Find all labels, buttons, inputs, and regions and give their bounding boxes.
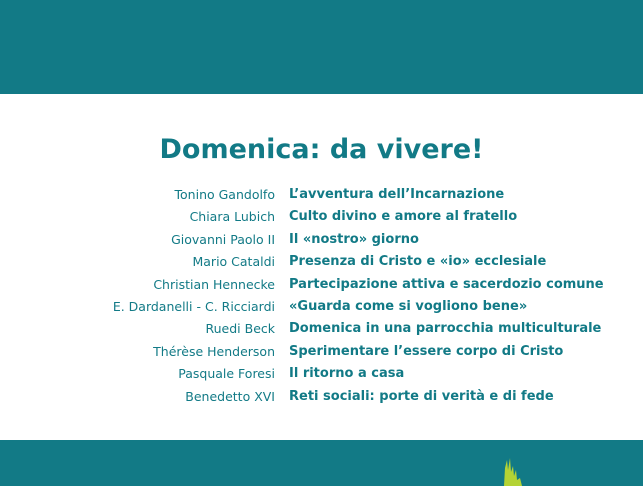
toc-row xyxy=(0,229,643,251)
toc-author: Giovanni Paolo II xyxy=(171,231,275,247)
toc-article-title: Presenza di Cristo e «io» ecclesiale xyxy=(289,254,547,270)
toc-article-title: Il ritorno a casa xyxy=(289,366,405,382)
toc-row xyxy=(0,363,643,385)
top-color-band xyxy=(0,0,643,94)
toc-author: Benedetto XVI xyxy=(185,388,275,404)
toc-row xyxy=(0,341,643,363)
toc-author: Mario Cataldi xyxy=(192,254,275,270)
bottom-color-band xyxy=(0,440,643,486)
toc-article-title: «Guarda come si vogliono bene» xyxy=(289,298,528,314)
toc-article-title: Sperimentare l’essere corpo di Cristo xyxy=(289,343,564,359)
toc-article-title: Il «nostro» giorno xyxy=(289,231,419,247)
publisher-logo-icon xyxy=(498,456,524,486)
toc-author: Ruedi Beck xyxy=(205,321,275,337)
toc-article-title: L’avventura dell’Incarnazione xyxy=(289,187,505,202)
toc-row xyxy=(0,296,643,318)
page-title: Domenica: da vivere! xyxy=(159,134,484,165)
toc-row xyxy=(0,386,643,408)
table-of-contents xyxy=(0,184,643,408)
toc-author: Christian Hennecke xyxy=(153,276,275,292)
toc-author: Thérèse Henderson xyxy=(153,343,275,359)
toc-row xyxy=(0,274,643,296)
toc-author: E. Dardanelli - C. Ricciardi xyxy=(112,298,275,314)
toc-author: Tonino Gandolfo xyxy=(174,187,275,202)
toc-article-title: Domenica in una parrocchia multiculturale xyxy=(289,321,602,337)
toc-article-title: Reti sociali: porte di verità e di fede xyxy=(289,388,554,404)
toc-article-title: Partecipazione attiva e sacerdozio comune xyxy=(289,276,604,292)
toc-author: Chiara Lubich xyxy=(189,209,275,225)
toc-row xyxy=(0,184,643,206)
toc-row xyxy=(0,251,643,273)
toc-row xyxy=(0,206,643,228)
toc-author: Pasquale Foresi xyxy=(178,366,275,382)
toc-article-title: Culto divino e amore al fratello xyxy=(289,209,518,225)
toc-row xyxy=(0,318,643,340)
